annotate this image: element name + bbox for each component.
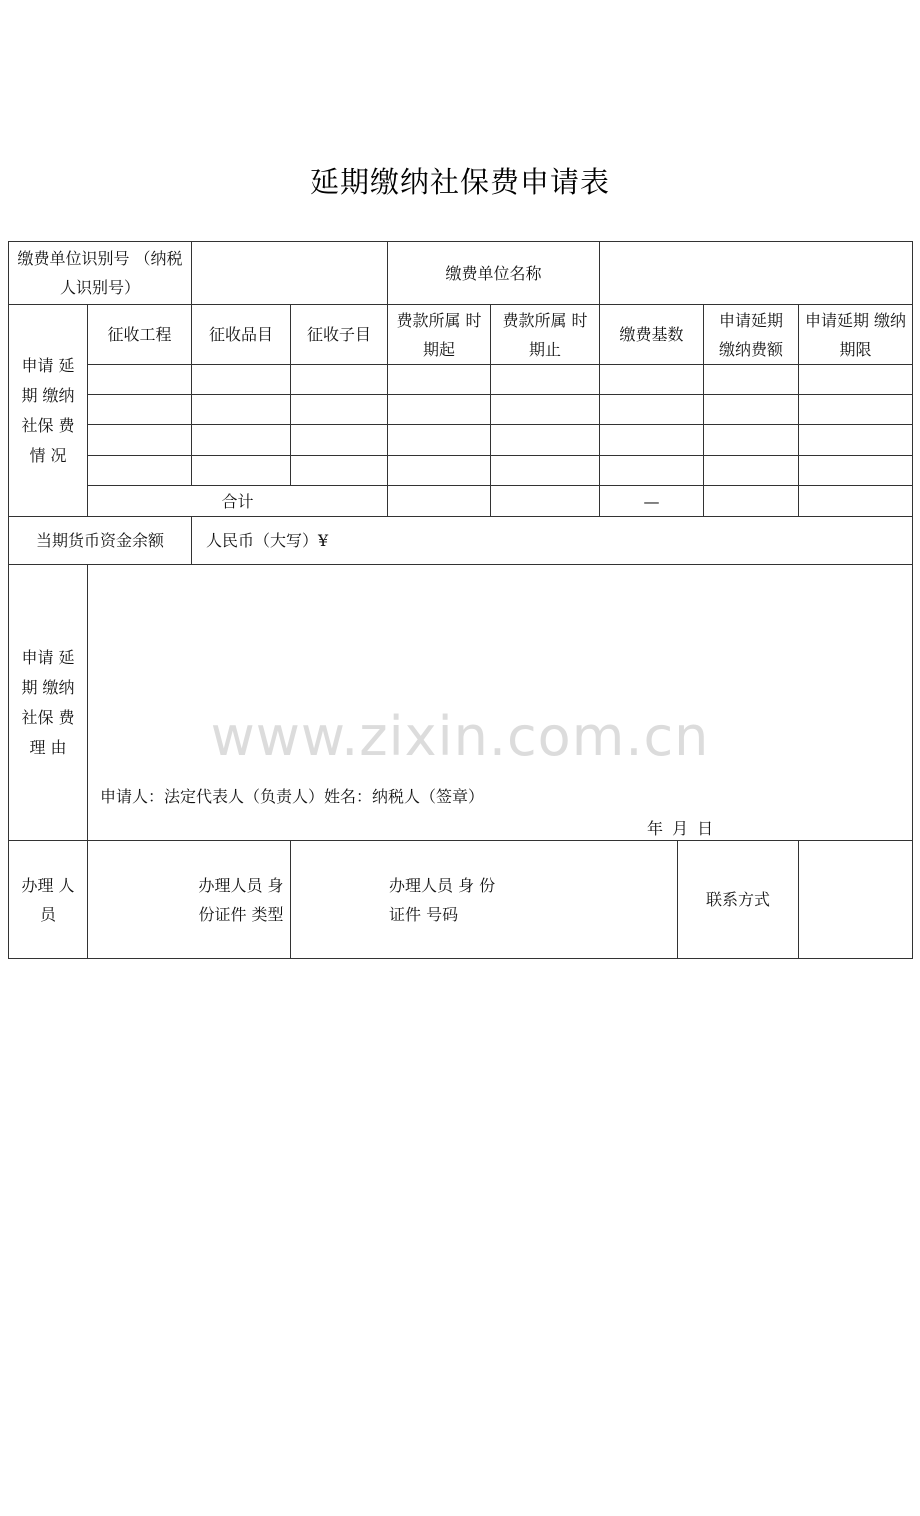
header-deferred-term: 申请延期 缴纳期限 (804, 310, 907, 359)
handler-label: 办理 人 员 (21, 875, 75, 924)
payer-id-field[interactable] (192, 242, 387, 304)
handler-id-type-label: 办理人员 身份证件 类型 (198, 875, 284, 924)
watermark: www.zixin.com.cn (210, 705, 710, 768)
applicant-line: 申请人：法定代表人（负责人）姓名：纳税人（签章） (100, 787, 485, 806)
table-line (191, 516, 192, 564)
table-line (8, 564, 913, 565)
header-period-start: 费款所属 时期起 (396, 310, 482, 359)
handler-id-number-label: 办理人员 身 份证件 号码 (389, 875, 496, 924)
header-levy-project: 征收工程 (107, 325, 172, 344)
header-deferred-amount: 申请延期 缴纳费额 (718, 310, 783, 359)
header-levy-item: 征收品目 (208, 325, 273, 344)
table-line (290, 840, 291, 959)
table-border-right (912, 241, 913, 959)
table-line (87, 364, 913, 365)
reason-section-label: 申请 延 期 缴纳 社保 费 理 由 (21, 647, 75, 757)
contact-label: 联系方式 (705, 890, 770, 909)
balance-value[interactable]: 人民币（大写）¥ (206, 531, 329, 550)
table-line (87, 455, 913, 456)
form-title: 延期缴纳社保费申请表 (309, 165, 610, 199)
header-period-end: 费款所属 时期止 (502, 310, 588, 359)
payer-id-label: 缴费单位识别号 （纳税人识别号） (17, 249, 183, 297)
situation-section-label: 申请 延期 缴纳 社保 费 情 况 (21, 355, 75, 465)
total-dash: — (643, 491, 660, 511)
table-line (87, 394, 913, 395)
header-contribution-base: 缴费基数 (619, 325, 684, 344)
contact-field[interactable] (799, 841, 912, 958)
table-border-bottom (8, 958, 913, 959)
balance-label: 当期货币资金余额 (35, 531, 164, 550)
total-label: 合计 (221, 491, 254, 511)
header-levy-subitem: 征收子目 (306, 325, 371, 344)
payer-name-label: 缴费单位名称 (445, 263, 542, 283)
payer-name-field[interactable] (600, 242, 912, 304)
table-line (87, 424, 913, 425)
date-line: 年 月 日 (647, 819, 714, 838)
